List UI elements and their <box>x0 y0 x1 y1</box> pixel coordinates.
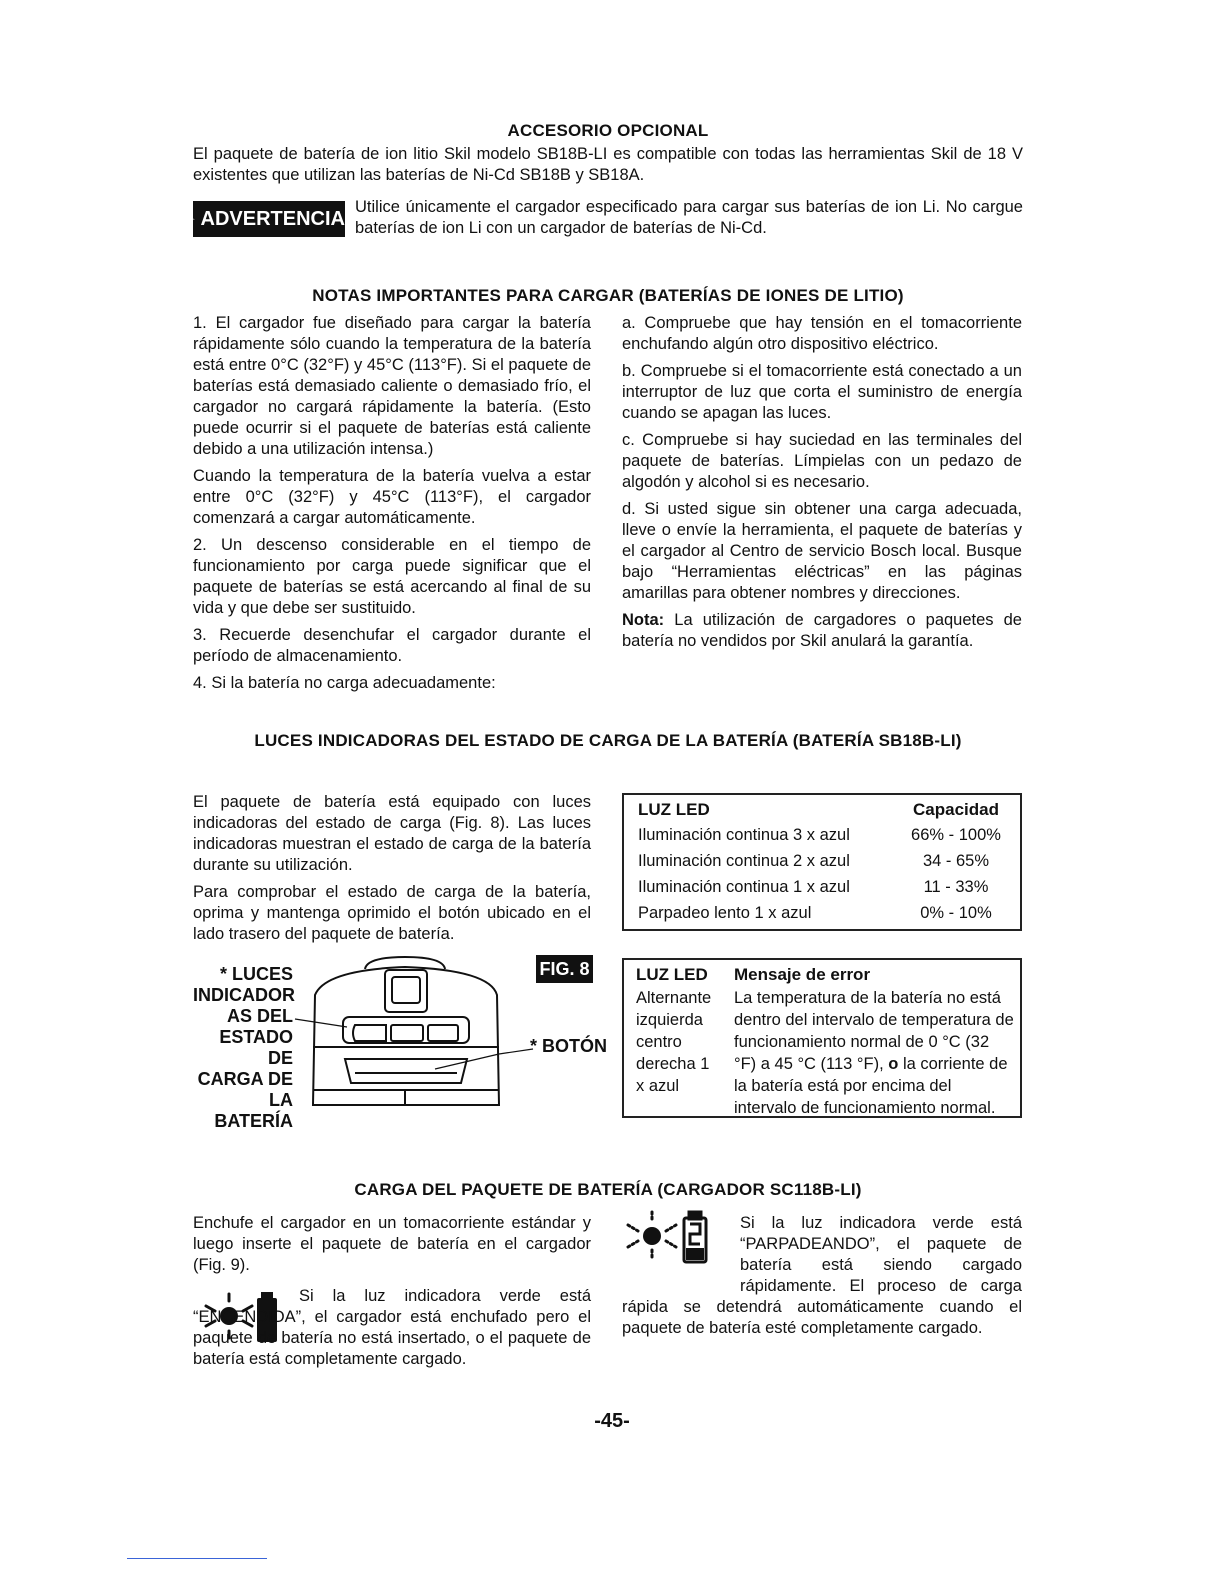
capacity-col-cap: Capacidad <box>913 800 999 819</box>
warranty-note <box>622 610 1022 652</box>
note-c: c. Compruebe si hay suciedad en las terminales del paquete de baterías. Límpielas con un pedazo de algodón y alcohol si es necesario. <box>622 431 1022 491</box>
indicators-p2: Para comprobar el estado de carga de la batería, oprima y mantenga oprimido el botón ubicado en el lado trasero del paquete de batería. <box>193 883 591 943</box>
error-message-cell <box>734 987 1014 1119</box>
capacity-row <box>638 874 1006 900</box>
error-col-led: LUZ LED <box>636 965 708 984</box>
fig-8-callout-button: * BOTÓN <box>530 1036 608 1056</box>
callout-line: INDICADOR <box>193 985 295 1005</box>
note-d: d. Si usted sigue sin obtener una carga adecuada, lleve o envíe la herramienta, el paquete de baterías y el cargador al Centro de servicio Bosch local. Busque bajo “Herramientas eléctricas” en las páginas amarillas para obtener nombres y direcciones. <box>622 500 1022 602</box>
callout-line: CARGA DE <box>197 1069 293 1089</box>
error-led-cell <box>636 987 734 1119</box>
warning-text: Utilice únicamente el cargador especificado para cargar sus baterías de ion Li. No cargue baterías de ion Li con un cargador de baterías de Ni-Cd. <box>355 198 1023 237</box>
indicators-p1: El paquete de batería está equipado con luces indicadoras del estado de carga (Fig. 8). Las luces indicadoras muestran el estado de carga de la batería durante su utilización. <box>193 793 591 874</box>
note-4: 4. Si la batería no carga adecuadamente: <box>193 674 496 692</box>
capacity-value: 34 - 65% <box>922 852 990 870</box>
warning-triangle-icon <box>193 209 195 229</box>
capacity-row <box>638 900 1006 926</box>
note-3: 3. Recuerde desenchufar el cargador durante el período de almacenamiento. <box>193 626 591 665</box>
callout-line: LA BATERÍA <box>214 1090 293 1131</box>
charging-title: CARGA DEL PAQUETE DE BATERÍA (CARGADOR SC118B-LI) <box>354 1180 862 1199</box>
error-led-line: Alternante <box>636 989 712 1007</box>
indicators-text <box>193 792 591 945</box>
error-led-line: x azul <box>636 1077 680 1095</box>
warning-label: ADVERTENCIA <box>200 207 345 230</box>
capacity-row <box>638 848 1006 874</box>
capacity-led: Iluminación continua 3 x azul <box>638 826 850 844</box>
accessory-text: El paquete de batería de ion litio Skil modelo SB18B-LI es compatible con todas las herramientas Skil de 18 V existentes que utilizan las baterías de Ni-Cd SB18B y SB18A. <box>193 145 1023 184</box>
page-number: -45- <box>594 1410 630 1432</box>
capacity-value: 0% - 10% <box>920 904 992 922</box>
error-led-line: izquierda <box>636 1011 703 1029</box>
error-message-or: o <box>888 1055 899 1073</box>
note-1: 1. El cargador fue diseñado para cargar la batería rápidamente sólo cuando la temperatura de la batería está entre 0°C (32°F) y 45°C (113°F). Si el paquete de baterías está demasiado caliente o demasiado frío, el cargador no cargará rápidamente la batería. (Esto puede ocurrir si el paquete de baterías está caliente debido a una utilización intensa.) <box>193 314 591 458</box>
charging-p3 <box>622 1213 1022 1339</box>
error-led-line: derecha 1 <box>636 1055 710 1073</box>
callout-line: * LUCES <box>219 964 293 984</box>
note-text: La utilización de cargadores o paquetes de batería no vendidos por Skil anulará la garantía. <box>622 611 1022 650</box>
notes-left-column <box>193 313 591 694</box>
footer-rule <box>127 1558 267 1559</box>
note-2: 2. Un descenso considerable en el tiempo de funcionamiento por carga puede significar que el paquete de baterías se está acercando al final de su vida y que debe ser sustituido. <box>193 536 591 617</box>
error-led-line: centro <box>636 1033 682 1051</box>
capacity-led: Parpadeo lento 1 x azul <box>638 904 812 922</box>
capacity-led: Iluminación continua 2 x azul <box>638 852 850 870</box>
callout-line: AS DEL <box>226 1006 293 1026</box>
note-b: b. Compruebe si el tomacorriente está conectado a un interruptor de luz que corta el suministro de energía cuando se apagan las luces. <box>622 362 1022 422</box>
charging-p1: Enchufe el cargador en un tomacorriente estándar y luego inserte el paquete de batería en el cargador (Fig. 9). <box>193 1214 591 1274</box>
accessory-title: ACCESORIO OPCIONAL <box>507 121 709 140</box>
icon-spacer <box>622 1213 740 1214</box>
error-table <box>622 958 1022 1118</box>
notes-right-column <box>622 313 1022 652</box>
charging-p3-text: Si la luz indicadora verde está “PARPADEANDO”, el paquete de batería está siendo cargado rápidamente. El proceso de carga rápida se detendrá automáticamente cuando el paquete de batería esté completamente cargado. <box>622 1214 1022 1337</box>
notes-title: NOTAS IMPORTANTES PARA CARGAR (BATERÍAS DE IONES DE LITIO) <box>312 286 904 305</box>
capacity-row <box>638 822 1006 848</box>
fig-8-callout-leds <box>193 964 293 1132</box>
indicators-title: LUCES INDICADORAS DEL ESTADO DE CARGA DE LA BATERÍA (BATERÍA SB18B-LI) <box>254 731 962 750</box>
error-message-b: la corriente de la batería está por encima del intervalo de funcionamiento normal. <box>734 1055 1008 1117</box>
fig-8-label: FIG. 8 <box>536 955 593 983</box>
callout-line: ESTADO DE <box>219 1027 293 1068</box>
capacity-value: 66% - 100% <box>911 826 1001 844</box>
capacity-led: Iluminación continua 1 x azul <box>638 878 850 896</box>
error-col-msg: Mensaje de error <box>734 965 871 984</box>
warning-badge <box>193 201 345 237</box>
capacity-col-led: LUZ LED <box>638 800 710 819</box>
note-a: a. Compruebe que hay tensión en el tomacorriente enchufando algún otro dispositivo eléctrico. <box>622 314 1022 353</box>
charging-p2: Si la luz indicadora verde está “ENCENDIDA”, el cargador está enchufado pero el paquete de batería no está insertado, o el paquete de batería está completamente cargado. <box>193 1287 591 1368</box>
battery-pack-illustration <box>285 955 535 1115</box>
error-message-a: La temperatura de la batería no está dentro del intervalo de temperatura de funcionamiento normal de 0 °C (32 °F) a 45 °C (113 °F), <box>734 989 1014 1073</box>
note-1b: Cuando la temperatura de la batería vuelva a estar entre 0°C (32°F) y 45°C (113°F), el cargador comenzará a cargar automáticamente. <box>193 467 591 527</box>
note-label: Nota: <box>622 611 665 629</box>
capacity-value: 11 - 33% <box>923 878 989 896</box>
capacity-table <box>622 793 1022 931</box>
